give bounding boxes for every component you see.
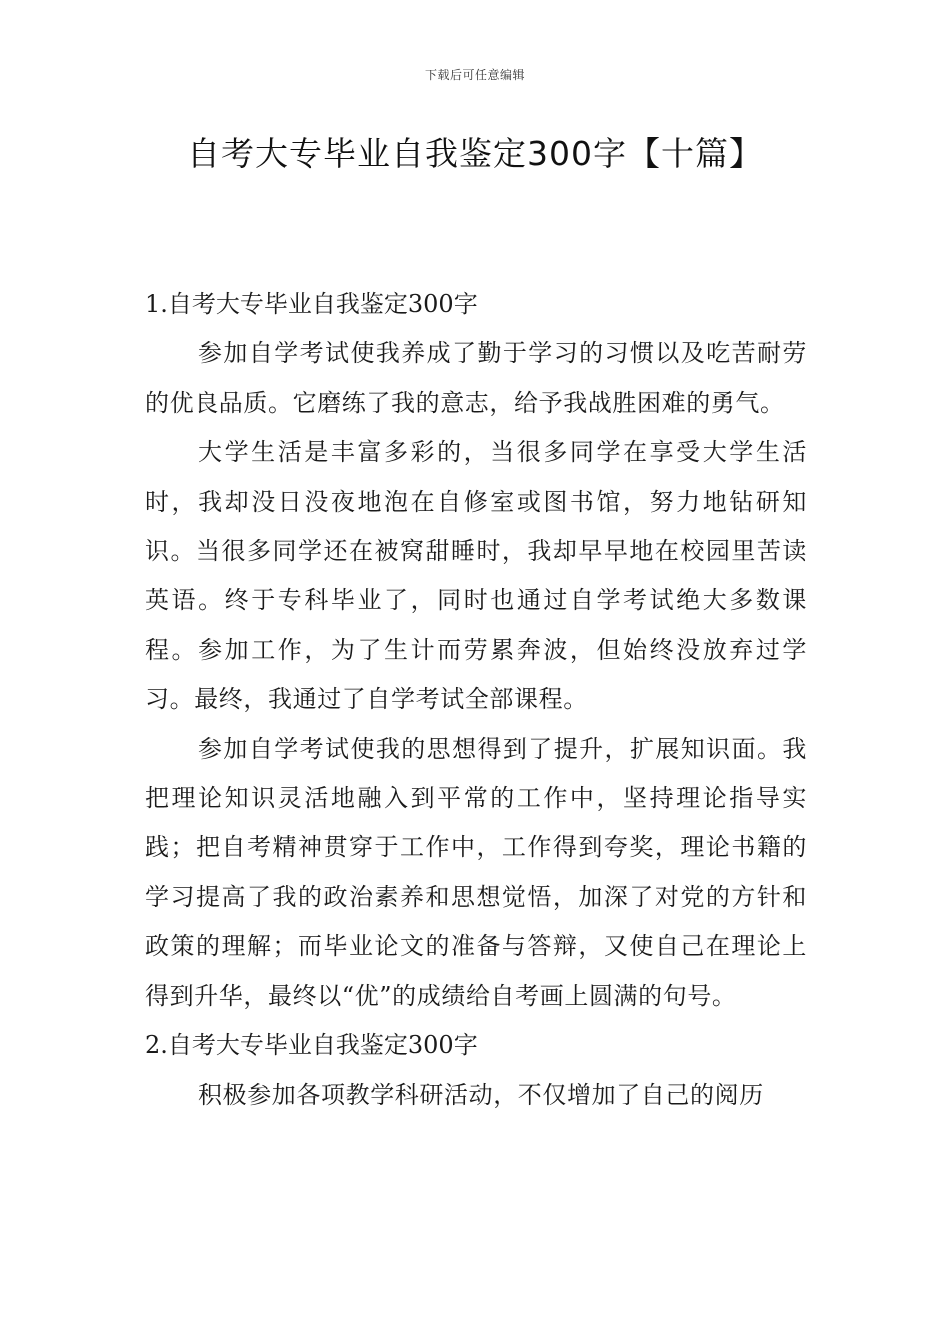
paragraph: 大学生活是丰富多彩的，当很多同学在享受大学生活时，我却没日没夜地泡在自修室或图书馆，努力地钻研知识。当很多同学还在被窝甜睡时，我却早早地在校园里苦读英语。终于专科毕业了，同时也通过自学考试绝大多数课程。参加工作，为了生计而劳累奔波，但始终没放弃过学习。最终，我通过了自学考试全部课程。 (145, 438, 807, 714)
header-note: 下载后可任意编辑 (424, 68, 525, 82)
section-heading: 1.自考大专毕业自我鉴定300字 (145, 290, 478, 318)
document-body (145, 280, 807, 1120)
section-2 (145, 1021, 807, 1120)
paragraph: 参加自学考试使我养成了勤于学习的习惯以及吃苦耐劳的优良品质。它磨练了我的意志，给予我战胜困难的勇气。 (145, 339, 807, 417)
paragraph: 参加自学考试使我的思想得到了提升，扩展知识面。我把理论知识灵活地融入到平常的工作中，坚持理论指导实践；把自考精神贯穿于工作中，工作得到夸奖，理论书籍的学习提高了我的政治素养和思想觉悟，加深了对党的方针和政策的理解；而毕业论文的准备与答辩，又使自己在理论上得到升华，最终以“优”的成绩给自考画上圆满的句号。 (145, 734, 807, 1010)
section-1 (145, 280, 807, 1021)
paragraph: 积极参加各项教学科研活动，不仅增加了自己的阅历 (198, 1080, 764, 1109)
document-title: 自考大专毕业自我鉴定300字【十篇】 (187, 134, 763, 173)
section-heading: 2.自考大专毕业自我鉴定300字 (145, 1031, 478, 1060)
